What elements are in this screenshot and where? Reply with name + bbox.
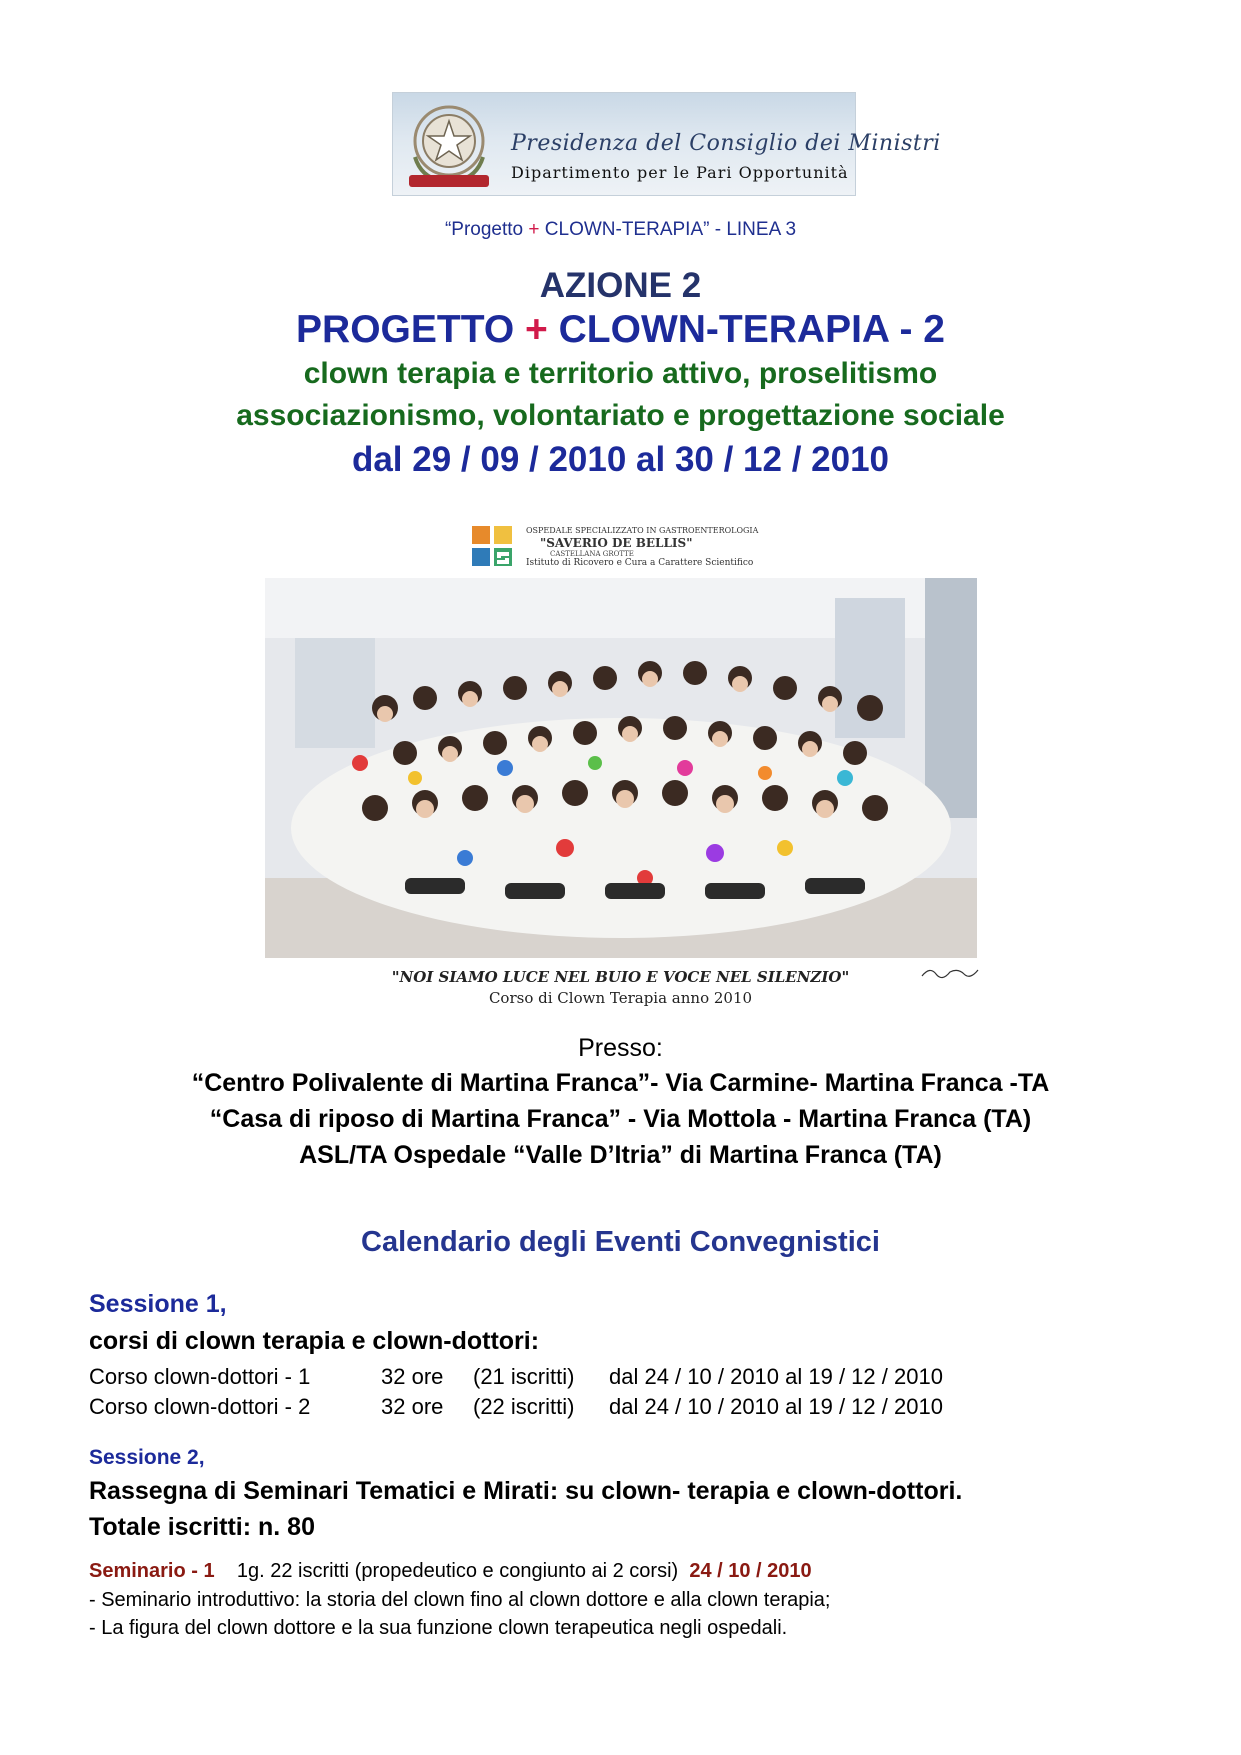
venue-label: Presso:: [578, 1034, 663, 1062]
venue-2: “Casa di riposo di Martina Franca” - Via Mottola - Martina Franca (TA): [209, 1105, 1032, 1133]
course-name: Corso clown-dottori - 2: [89, 1394, 311, 1419]
course-dates: dal 24 / 10 / 2010 al 19 / 12 / 2010: [609, 1364, 943, 1389]
hospital-line-1: OSPEDALE SPECIALIZZATO IN GASTROENTEROLOGIA: [526, 526, 759, 535]
hospital-logo: [470, 524, 790, 572]
course-enrolled: (21 iscritti): [473, 1364, 575, 1389]
project-line-label: “Progetto + CLOWN-TERAPIA” - LINEA 3: [444, 219, 797, 240]
seminar-1-line: [89, 1560, 812, 1583]
photo-motto: "NOI SIAMO LUCE NEL BUIO E VOCE NEL SILENZIO": [391, 968, 850, 986]
action-heading: AZIONE 2: [539, 266, 702, 305]
session-1-title: Sessione 1,: [89, 1290, 227, 1318]
venue-3: ASL/TA Ospedale “Valle D’Itria” di Martina Franca (TA): [299, 1141, 942, 1169]
presidency-logo: [392, 92, 941, 196]
subtitle-line-2: associazionismo, volontariato e progettazione sociale: [236, 399, 1005, 432]
department-name: Dipartimento per le Pari Opportunità: [511, 163, 849, 182]
seminar-date: 24 / 10 / 2010: [689, 1560, 812, 1582]
session-2-subtitle: Rassegna di Seminari Tematici e Mirati: su clown- terapia e clown-dottori.: [89, 1477, 963, 1505]
course-hours: 32 ore: [381, 1394, 444, 1419]
group-photo: [265, 578, 977, 958]
photographer-signature-icon: [920, 962, 980, 982]
session-1-subtitle: corsi di clown terapia e clown-dottori:: [89, 1327, 540, 1355]
hospital-town: CASTELLANA GROTTE: [550, 550, 634, 558]
photo-caption: Corso di Clown Terapia anno 2010: [488, 989, 753, 1007]
italian-republic-emblem-icon: [401, 97, 497, 193]
seminar-details: 1g. 22 iscritti (propedeutico e congiunto ai 2 corsi): [236, 1560, 679, 1582]
course-dates: dal 24 / 10 / 2010 al 19 / 12 / 2010: [609, 1394, 943, 1419]
project-date-range: dal 29 / 09 / 2010 al 30 / 12 / 2010: [351, 440, 890, 479]
calendar-title: Calendario degli Eventi Convegnistici: [361, 1226, 880, 1258]
course-hours: 32 ore: [381, 1364, 444, 1389]
project-title: PROGETTO + CLOWN-TERAPIA - 2: [296, 308, 945, 351]
seminar-label: Seminario - 1: [89, 1560, 215, 1582]
total-enrolled: Totale iscritti: n. 80: [89, 1513, 315, 1541]
course-row: [0, 1364, 1241, 1392]
venue-1: “Centro Polivalente di Martina Franca”- Via Carmine- Martina Franca -TA: [191, 1069, 1050, 1097]
hospital-institute: Istituto di Ricovero e Cura a Carattere Scientifico: [526, 558, 754, 568]
presidency-name: Presidenza del Consiglio dei Ministri: [511, 131, 941, 156]
seminar-bullet-2: - La figura del clown dottore e la sua funzione clown terapeutica negli ospedali.: [89, 1617, 788, 1639]
hospital-mark-icon: [470, 524, 514, 568]
seminar-bullet-1: - Seminario introduttivo: la storia del clown fino al clown dottore e alla clown terapia;: [89, 1589, 831, 1611]
course-enrolled: (22 iscritti): [473, 1394, 575, 1419]
course-row: [0, 1394, 1241, 1422]
subtitle-line-1: clown terapia e territorio attivo, proselitismo: [303, 357, 938, 390]
hospital-name: "SAVERIO DE BELLIS": [540, 536, 693, 550]
course-name: Corso clown-dottori - 1: [89, 1364, 311, 1389]
session-2-title: Sessione 2,: [89, 1446, 205, 1469]
